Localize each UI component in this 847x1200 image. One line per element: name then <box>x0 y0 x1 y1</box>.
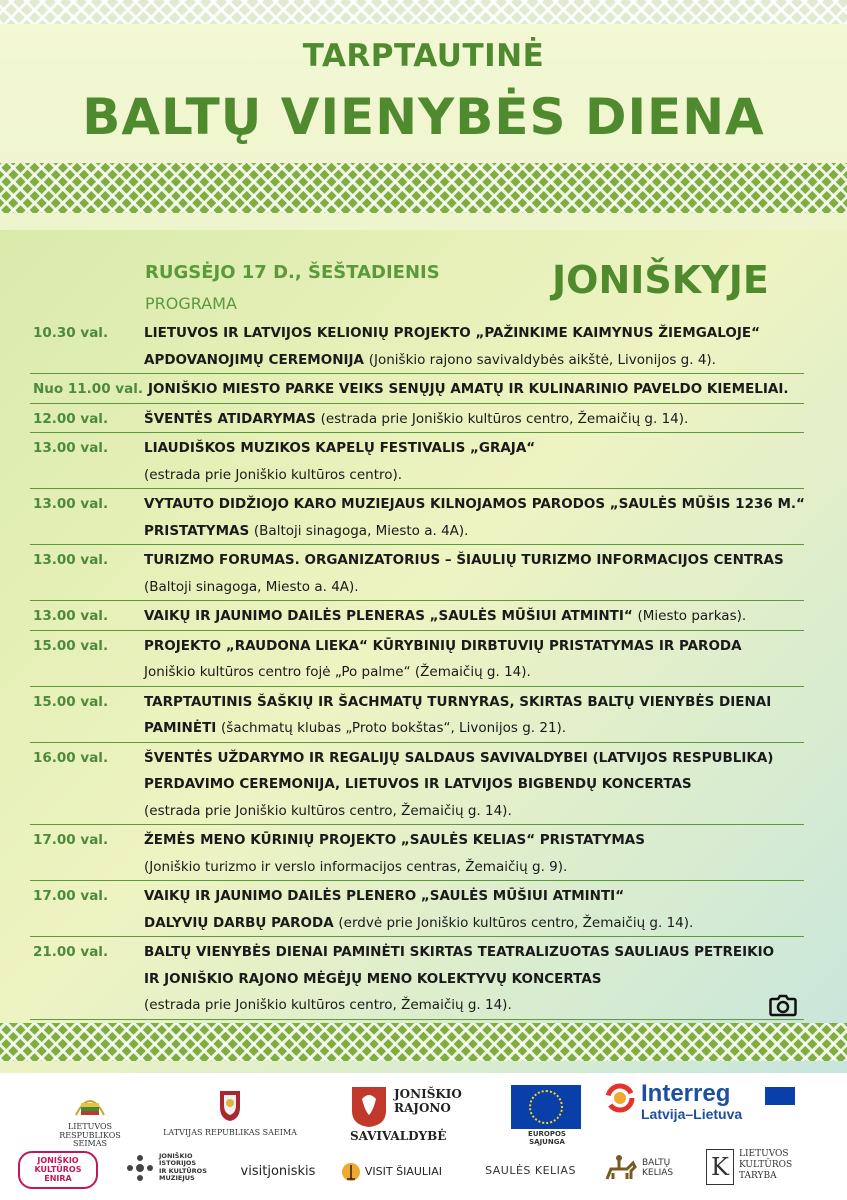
program-text <box>144 883 804 909</box>
program-text <box>144 854 804 880</box>
program-text <box>144 406 804 432</box>
program-text <box>144 827 804 853</box>
program-line <box>30 347 804 374</box>
program-line <box>30 939 804 966</box>
program-label: PROGRAMA <box>145 294 237 313</box>
program-title-segment: PROJEKTO „RAUDONA LIEKA“ KŪRYBINIŲ DIRBTUVIŲ PRISTATYMAS IR PARODA <box>144 637 742 654</box>
program-title-segment: LIAUDIŠKOS MUZIKOS KAPELŲ FESTIVALIS „GRAJA“ <box>144 440 536 456</box>
title-main: BALTŲ VIENYBĖS DIENA <box>82 88 765 146</box>
seimas-label: LIETUVOS RESPUBLIKOS SEIMAS <box>59 1121 121 1149</box>
program-line <box>30 462 804 489</box>
program-row <box>30 937 804 1020</box>
program-time: 17.00 val. <box>33 888 109 904</box>
kulturostaryba-logo <box>706 1149 816 1185</box>
program-time: Nuo 11.00 val. <box>33 381 143 397</box>
program-title-segment: JONIŠKIO MIESTO PARKE VEIKS SENŲJŲ AMATŲ IR KULINARINIO PAVELDO KIEMELIAI. <box>148 381 789 397</box>
program-location-segment: (Miesto parkas). <box>637 608 747 624</box>
muziejus-mark-icon <box>125 1153 155 1183</box>
ornament-band <box>0 163 847 213</box>
program-line <box>30 798 804 825</box>
sponsor-logos <box>0 1073 847 1200</box>
program-title-segment: IR JONIŠKIO RAJONO MĖGĖJŲ MENO KOLEKTYVŲ KONCERTAS <box>144 970 602 987</box>
program-line <box>30 966 804 993</box>
kultura-label: JONIŠKIO KULTŪROS ENIRA <box>18 1151 98 1189</box>
program-time: 13.00 val. <box>33 608 109 624</box>
program-line <box>30 633 804 660</box>
program-text <box>144 771 804 797</box>
horse-rider-icon <box>603 1153 639 1185</box>
camera-icon[interactable] <box>768 990 798 1020</box>
program-location-segment: Joniškio kultūros centro fojė „Po palme“ (Žemaičių g. 14). <box>144 664 531 680</box>
program-title-segment: TURIZMO FORUMAS. ORGANIZATORIUS – ŠIAULIŲ TURIZMO INFORMACIJOS CENTRAS <box>144 552 784 568</box>
program-text <box>144 547 804 573</box>
program-row <box>30 545 804 601</box>
program-row <box>30 687 804 743</box>
program-line <box>30 659 804 686</box>
program-location-segment: (Baltoji sinagoga, Miesto a. 4A). <box>253 522 469 539</box>
program-row <box>30 433 804 489</box>
program-time: 10.30 val. <box>33 325 109 341</box>
saeima-emblem-icon <box>210 1085 250 1125</box>
program-title-segment: ŠVENTĖS UŽDARYMO IR REGALIJŲ SALDAUS SAVIVALDYBEI (LATVIJOS RESPUBLIKA) <box>144 749 774 766</box>
program-title-segment: PERDAVIMO CEREMONIJA, LIETUVOS IR LATVIJOS BIGBENDŲ KONCERTAS <box>144 776 692 792</box>
program-row <box>30 743 804 826</box>
kulturostaryba-label: LIETUVOS KULTŪROS TARYBA <box>739 1149 793 1181</box>
program-title-segment: TARPTAUTINIS ŠAŠKIŲ IR ŠACHMATŲ TURNYRAS, SKIRTAS BALTŲ VIENYBĖS DIENAI <box>144 693 772 710</box>
eu-flag-icon <box>511 1085 581 1129</box>
kultura-logo <box>18 1151 98 1189</box>
program-line <box>30 992 804 1019</box>
visitjoniskis-logo <box>228 1165 328 1179</box>
program-title-segment: PAMINĖTI <box>144 720 222 736</box>
program-text <box>144 347 804 373</box>
program-text <box>144 435 804 461</box>
program-time: 15.00 val. <box>33 637 109 654</box>
program-line <box>30 491 804 518</box>
saeima-logo <box>160 1085 300 1138</box>
program-location-segment: (estrada prie Joniškio kultūros centro, Žemaičių g. 14). <box>320 410 689 427</box>
program-row <box>30 881 804 937</box>
program-title-segment: PRISTATYMAS <box>144 522 254 539</box>
event-city: JONIŠKYJE <box>552 258 769 302</box>
program-text <box>144 659 804 685</box>
program-row <box>30 404 804 434</box>
bottom-ornament-band <box>0 1023 847 1061</box>
program-text <box>144 939 804 965</box>
baltukelias-label: BALTŲ KELIAS <box>642 1158 674 1178</box>
program-title-segment: VAIKŲ IR JAUNIMO DAILĖS PLENERO „SAULĖS MŪŠIUI ATMINTI“ <box>144 888 625 904</box>
program-text <box>144 966 804 992</box>
program-location-segment: (Baltoji sinagoga, Miesto a. 4A). <box>144 578 359 595</box>
program-text <box>144 689 804 715</box>
program-time: 21.00 val. <box>33 944 109 960</box>
saeima-label: LATVIJAS REPUBLIKAS SAEIMA <box>163 1127 297 1137</box>
program-line <box>30 574 804 601</box>
program-row <box>30 489 804 545</box>
joniskis-coat-icon <box>350 1085 388 1129</box>
eu-logo <box>511 1085 583 1146</box>
program-title-segment: ŽEMĖS MENO KŪRINIŲ PROJEKTO „SAULĖS KELIAS“ PRISTATYMAS <box>144 832 645 848</box>
program-line <box>30 406 804 433</box>
program-line <box>30 603 804 630</box>
title-top: TARPTAUTINĖ <box>302 38 545 74</box>
program-time: 13.00 val. <box>33 496 109 512</box>
program-text <box>144 633 804 659</box>
program-line <box>30 854 804 881</box>
program-text <box>144 910 804 936</box>
program-title-segment: APDOVANOJIMŲ CEREMONIJA <box>144 351 369 368</box>
interreg-mark-icon <box>605 1083 635 1113</box>
program-time: 17.00 val. <box>33 832 109 848</box>
program-title-segment: ŠVENTĖS ATIDARYMAS <box>144 410 321 427</box>
seimas-logo <box>45 1085 135 1149</box>
program-title-segment: LIETUVOS IR LATVIJOS KELIONIŲ PROJEKTO „PAŽINKIME KAIMYNUS ŽIEMGALOJE“ <box>144 325 760 341</box>
program-location-segment: (Joniškio rajono savivaldybės aikštė, Livonijos g. 4). <box>368 351 716 368</box>
program-row <box>30 374 804 404</box>
muziejus-label: JONIŠKIO ISTORIJOS IR KULTŪROS MUZIEJUS <box>159 1152 207 1183</box>
visitjoniskis-label: visitjoniskis <box>240 1164 316 1179</box>
program-title-segment: DALYVIŲ DARBŲ PARODA <box>144 914 339 931</box>
program-time: 13.00 val. <box>33 440 109 456</box>
seimas-emblem-icon <box>72 1085 108 1119</box>
program-line <box>30 910 804 937</box>
program-time: 12.00 val. <box>33 410 109 427</box>
program-line <box>30 435 804 462</box>
program-text <box>144 715 804 741</box>
program-title-segment: VAIKŲ IR JAUNIMO DAILĖS PLENERAS „SAULĖS MŪŠIUI ATMINTI“ <box>144 608 638 624</box>
program-line <box>30 827 804 854</box>
program-row <box>30 601 804 631</box>
program-location-segment: (estrada prie Joniškio kultūros centro). <box>144 466 403 483</box>
program-row <box>30 318 804 374</box>
program-time: 13.00 val. <box>33 552 109 568</box>
program-text <box>144 992 804 1018</box>
top-ornament-band <box>0 0 847 24</box>
program-time: 16.00 val. <box>33 749 109 766</box>
program-text <box>144 518 804 544</box>
program-title-segment: VYTAUTO DIDŽIOJO KARO MUZIEJAUS KILNOJAMOS PARODOS „SAULĖS MŪŠIS 1236 M.“ <box>144 496 805 512</box>
sauleskelias-label: SAULĖS KELIAS <box>485 1164 576 1177</box>
program-text <box>144 462 804 488</box>
interreg-logo <box>605 1081 805 1123</box>
program-list <box>0 318 847 1020</box>
baltukelias-logo <box>603 1153 693 1185</box>
program-text <box>144 745 804 771</box>
program-text <box>144 491 804 517</box>
program-text <box>148 376 804 402</box>
program-line <box>30 376 804 403</box>
sauleskelias-logo <box>478 1165 583 1177</box>
program-location-segment: (erdvė prie Joniškio kultūros centro, Žemaičių g. 14). <box>338 914 694 931</box>
program-text <box>144 574 804 600</box>
program-line <box>30 689 804 716</box>
program-title-segment: BALTŲ VIENYBĖS DIENAI PAMINĖTI SKIRTAS TEATRALIZUOTAS SAULIAUS PETREIKIO <box>144 944 775 960</box>
program-text <box>144 603 804 629</box>
program-line <box>30 547 804 574</box>
eu-small-flag-icon <box>765 1087 795 1105</box>
program-line <box>30 715 804 742</box>
program-line <box>30 771 804 798</box>
eu-label: EUROPOS SĄJUNGA <box>528 1130 566 1146</box>
joniskis-logo <box>350 1085 490 1143</box>
program-line <box>30 745 804 772</box>
program-row <box>30 631 804 687</box>
program-line <box>30 320 804 347</box>
k-mark-icon: K <box>706 1149 734 1185</box>
program-text <box>144 320 804 346</box>
interreg-sub-label: Latvija–Lietuva <box>641 1106 743 1123</box>
program-location-segment: (estrada prie Joniškio kultūros centro, Žemaičių g. 14). <box>144 802 512 819</box>
muziejus-logo <box>125 1153 225 1183</box>
program-location-segment: (estrada prie Joniškio kultūros centro, Žemaičių g. 14). <box>144 997 512 1013</box>
program-location-segment: (Joniškio turizmo ir verslo informacijos centras, Žemaičių g. 9). <box>144 858 568 875</box>
program-time: 15.00 val. <box>33 693 109 710</box>
interreg-label: Interreg <box>641 1080 731 1107</box>
visitsiauliai-logo <box>340 1161 460 1183</box>
program-row <box>30 825 804 881</box>
sun-icon <box>340 1161 362 1183</box>
program-line <box>30 883 804 910</box>
event-date: RUGSĖJO 17 D., ŠEŠTADIENIS <box>145 262 440 283</box>
program-line <box>30 518 804 545</box>
joniskis-label: JONIŠKIO RAJONO SAVIVALDYBĖ <box>350 1087 462 1143</box>
program-text <box>144 798 804 824</box>
program-location-segment: (šachmatų klubas „Proto bokštas“, Livonijos g. 21). <box>221 720 567 736</box>
visitsiauliai-label: VISIT ŠIAULIAI <box>364 1164 443 1178</box>
